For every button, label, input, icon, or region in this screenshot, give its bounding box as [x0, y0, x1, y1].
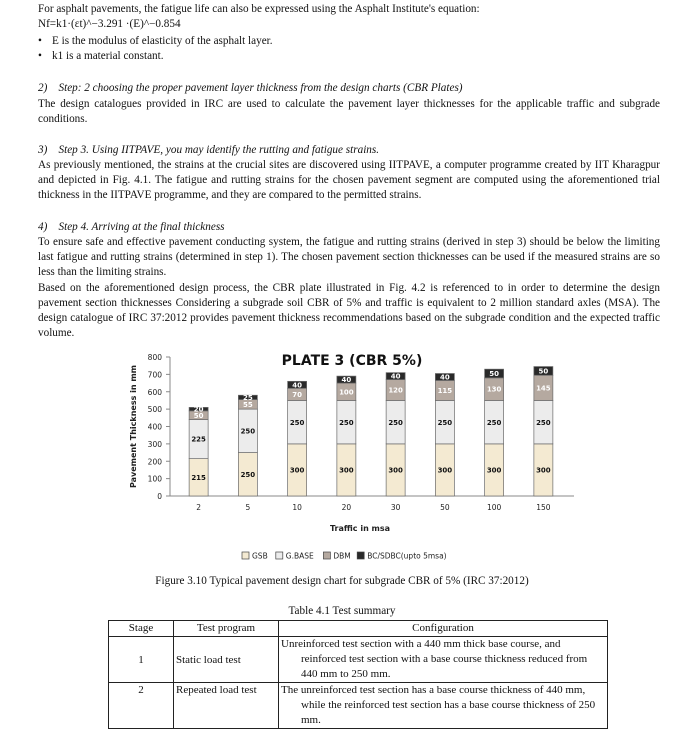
- table-title: Table 4.1 Test summary: [288, 605, 396, 617]
- bar-value-label: 100: [339, 388, 354, 397]
- y-axis-title: Pavement Thickness in mm: [129, 364, 138, 489]
- bar-value-label: 250: [339, 418, 354, 427]
- bar-value-label: 50: [489, 370, 499, 379]
- x-tick-label: 50: [440, 503, 450, 512]
- chart-svg: [112, 347, 598, 569]
- step-3-body: As previously mentioned, the strains at the crucial sites are discovered using IITPAVE, a computer programme created by IIT Kharagpur and depicted in Fig. 4.1. The fatigue and rutting strains for the chosen pavement segment are computed using the aforementioned trial thickness in the IITPAVE programme, and they are compared to the permitted strains.: [38, 159, 660, 201]
- legend-label: BC/SDBC(upto 5msa): [367, 551, 447, 561]
- step-4-heading: 4) Step 4. Arriving at the final thickness: [38, 221, 225, 233]
- legend-label: G.BASE: [285, 551, 314, 561]
- bar-value-label: 40: [292, 381, 302, 390]
- step-3-heading: 3) Step 3. Using IITPAVE, you may identify the rutting and fatigue strains.: [38, 144, 380, 156]
- bullet-icon: •: [38, 35, 42, 47]
- bar-value-label: 70: [292, 390, 302, 399]
- bar-value-label: 120: [388, 386, 403, 395]
- y-tick-label: 400: [147, 422, 162, 432]
- bullet-icon: •: [38, 50, 42, 62]
- bar-value-label: 50: [193, 411, 204, 420]
- y-tick-label: 0: [157, 492, 162, 501]
- bullet-item: • k1 is a material constant.: [38, 50, 164, 62]
- legend-label: DBM: [333, 551, 351, 561]
- bar-value-label: 250: [289, 418, 305, 427]
- legend-swatch: [242, 552, 249, 559]
- table-cell: Unreinforced test section with a 440 mm thick base course, and reinforced test section with a base course thickness reduced from 440 mm to 250 mm.: [279, 637, 608, 683]
- y-tick-label: 200: [147, 457, 162, 467]
- table-cell: 2: [109, 683, 174, 729]
- y-tick-label: 300: [147, 439, 162, 449]
- x-axis-title: Traffic in msa: [329, 524, 391, 533]
- plate-3-chart: [112, 347, 598, 569]
- y-tick-label: 700: [147, 370, 162, 380]
- legend-label: GSB: [252, 551, 268, 561]
- header-cell-stage: Stage: [109, 621, 174, 637]
- intro-line: For asphalt pavements, the fatigue life can also be expressed using the Asphalt Institute's equation:: [38, 3, 480, 15]
- x-tick-label: 10: [292, 503, 302, 512]
- bar-value-label: 55: [243, 400, 253, 409]
- header-cell-test-program: Test program: [174, 621, 279, 637]
- x-tick-label: 5: [245, 503, 251, 512]
- bar-value-label: 300: [388, 466, 403, 475]
- y-tick-label: 100: [147, 474, 162, 484]
- bar-value-label: 250: [536, 418, 551, 427]
- bar-value-label: 215: [191, 473, 206, 482]
- bar-value-label: 300: [536, 466, 551, 475]
- bar-value-label: 225: [191, 435, 206, 444]
- x-tick-label: 100: [486, 503, 502, 512]
- x-tick-label: 30: [390, 503, 401, 512]
- table-cell: 1: [109, 637, 174, 683]
- step-2-body: The design catalogues provided in IRC are used to calculate the pavement layer thicknesses for the applicable traffic and subgrade conditions.: [38, 98, 660, 125]
- bar-value-label: 250: [437, 418, 453, 427]
- bullet-item: • E is the modulus of elasticity of the asphalt layer.: [38, 35, 273, 47]
- bar-value-label: 40: [440, 373, 450, 382]
- table-cell: Static load test: [174, 637, 279, 683]
- figure-caption: Figure 3.10 Typical pavement design chart for subgrade CBR of 5% (IRC 37:2012): [155, 575, 529, 587]
- chart-title: PLATE 3 (CBR 5%): [281, 353, 423, 369]
- bar-value-label: 300: [486, 466, 502, 475]
- bar-value-label: 130: [486, 385, 502, 394]
- bar-value-label: 300: [289, 466, 305, 475]
- bar-value-label: 300: [437, 466, 453, 475]
- legend-swatch: [357, 552, 364, 559]
- x-tick-label: 2: [196, 503, 202, 512]
- bar-value-label: 145: [536, 384, 551, 393]
- table-header-row: [109, 621, 608, 637]
- step-4-body-continued: Based on the aforementioned design process, the CBR plate illustrated in Fig. 4.2 is referenced to in order to determine the design pavement section thicknesses Considering a subgrade soil CBR of 5% and traffic is equivalent to 2 million standard axles (MSA). The design catalogue of IRC 37:2012 provides pavement thickness recommendations based on the subgrade condition and the expected traffic volume.: [38, 282, 660, 339]
- bar-value-label: 250: [240, 427, 256, 436]
- bar-value-label: 25: [243, 393, 253, 402]
- bar-value-label: 20: [193, 405, 204, 414]
- step-2-heading: 2) Step: 2 choosing the proper pavement layer thickness from the design charts (CBR Plates): [38, 82, 463, 94]
- table-row: [109, 637, 608, 683]
- bar-value-label: 40: [341, 376, 352, 385]
- bar-value-label: 250: [240, 470, 256, 479]
- fatigue-equation: Nf=k1·(εt)^−3.291 ·(E)^−0.854: [38, 18, 181, 30]
- test-summary-table: [108, 620, 608, 729]
- bar-value-label: 40: [390, 372, 401, 381]
- bar-value-label: 300: [339, 466, 354, 475]
- bar-value-label: 250: [486, 418, 502, 427]
- y-tick-label: 500: [147, 405, 162, 415]
- x-tick-label: 20: [341, 503, 352, 512]
- y-tick-label: 800: [147, 353, 162, 362]
- legend-swatch: [323, 552, 330, 559]
- bar-value-label: 115: [437, 387, 453, 396]
- bar-value-label: 50: [538, 367, 549, 376]
- bar-value-label: 250: [388, 418, 403, 427]
- step-4-body: To ensure safe and effective pavement conducting system, the fatigue and rutting strains (derived in step 3) should be below the limiting last fatigue and rutting strains (determined in step 1). The chosen pavement section thicknesses can be used if the measured strains are so less than the limiting strains.: [38, 236, 660, 278]
- y-tick-label: 600: [147, 387, 162, 397]
- x-tick-label: 150: [536, 503, 551, 512]
- table-cell: Repeated load test: [174, 683, 279, 729]
- table-cell: The unreinforced test section has a base course thickness of 440 mm, while the reinforced test section has a base course thickness of 250 mm.: [279, 683, 608, 729]
- table-row: [109, 683, 608, 729]
- legend-swatch: [276, 552, 283, 559]
- header-cell-configuration: Configuration: [279, 621, 608, 637]
